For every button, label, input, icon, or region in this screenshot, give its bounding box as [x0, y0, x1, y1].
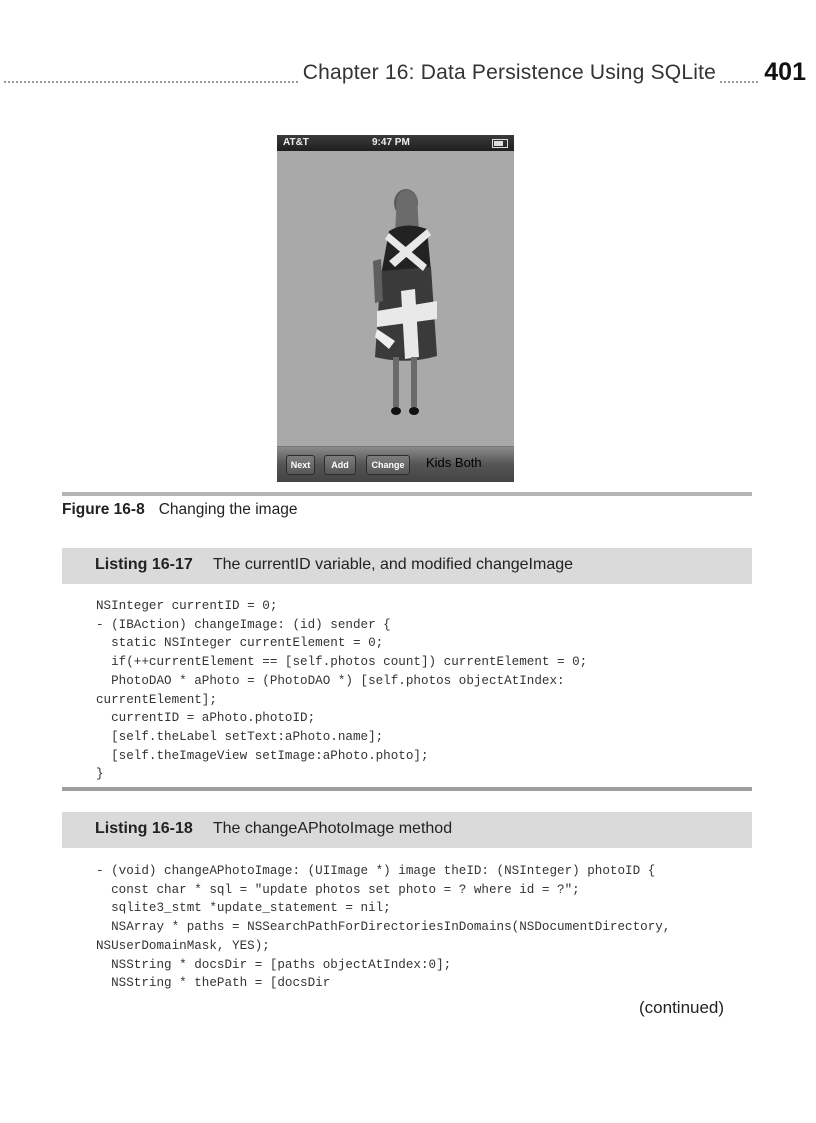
- battery-icon: [492, 139, 508, 148]
- listing-16-18-header: [62, 812, 752, 848]
- listing-title: The currentID variable, and modified changeImage: [212, 556, 574, 573]
- listing-title: The changeAPhotoImage method: [212, 820, 453, 837]
- figure-phone-screenshot: [277, 135, 514, 482]
- chapter-title: Chapter 16: Data Persistence Using SQLite: [299, 61, 720, 85]
- continued-note: (continued): [639, 998, 725, 1017]
- listing-label: Listing 16-17: [95, 556, 193, 573]
- phone-toolbar: [277, 446, 514, 482]
- running-header: [0, 58, 816, 88]
- photo-name-label: Kids Both: [426, 455, 482, 470]
- next-button[interactable]: Next: [286, 455, 315, 475]
- change-button[interactable]: Change: [366, 455, 410, 475]
- photo-image-view: [277, 151, 514, 447]
- listing-16-17-header: [62, 548, 752, 584]
- listing-16-18-code: - (void) changeAPhotoImage: (UIImage *) image theID: (NSInteger) photoID { const char * sql = "update photos set photo = ? where id = ?"; sqlite3_stmt *update_statement = nil; NSArray * paths = NSSearchPathForDirectoriesInDomains(NSDocumentDirectory, NSUserDomainMask, YES); NSString * docsDir = [paths objectAtIndex:0]; NSString * thePath = [docsDir: [96, 864, 671, 991]
- carrier-label: AT&T: [283, 137, 309, 148]
- add-button[interactable]: Add: [324, 455, 356, 475]
- figure-label: Figure 16-8: [62, 501, 145, 518]
- listing-rule: [62, 787, 752, 791]
- figure-rule: [62, 492, 752, 496]
- page-number: 401: [758, 58, 806, 87]
- figure-caption: [62, 501, 297, 519]
- phone-status-bar: [277, 135, 514, 151]
- girl-in-flag-dress-photo: [277, 151, 514, 447]
- figure-caption-text: Changing the image: [158, 501, 298, 518]
- listing-16-17-code: NSInteger currentID = 0; - (IBAction) changeImage: (id) sender { static NSInteger currentElement = 0; if(++currentElement == [self.photos count]) currentElement = 0; PhotoDAO * aPhoto = (PhotoDAO *) [self.photos objectAtIndex: currentElement]; currentID = aPhoto.photoID; [self.theLabel setText:aPhoto.name]; [self.theImageView setImage:aPhoto.photo]; }: [96, 599, 588, 782]
- listing-label: Listing 16-18: [95, 820, 193, 837]
- status-time: 9:47 PM: [372, 137, 410, 148]
